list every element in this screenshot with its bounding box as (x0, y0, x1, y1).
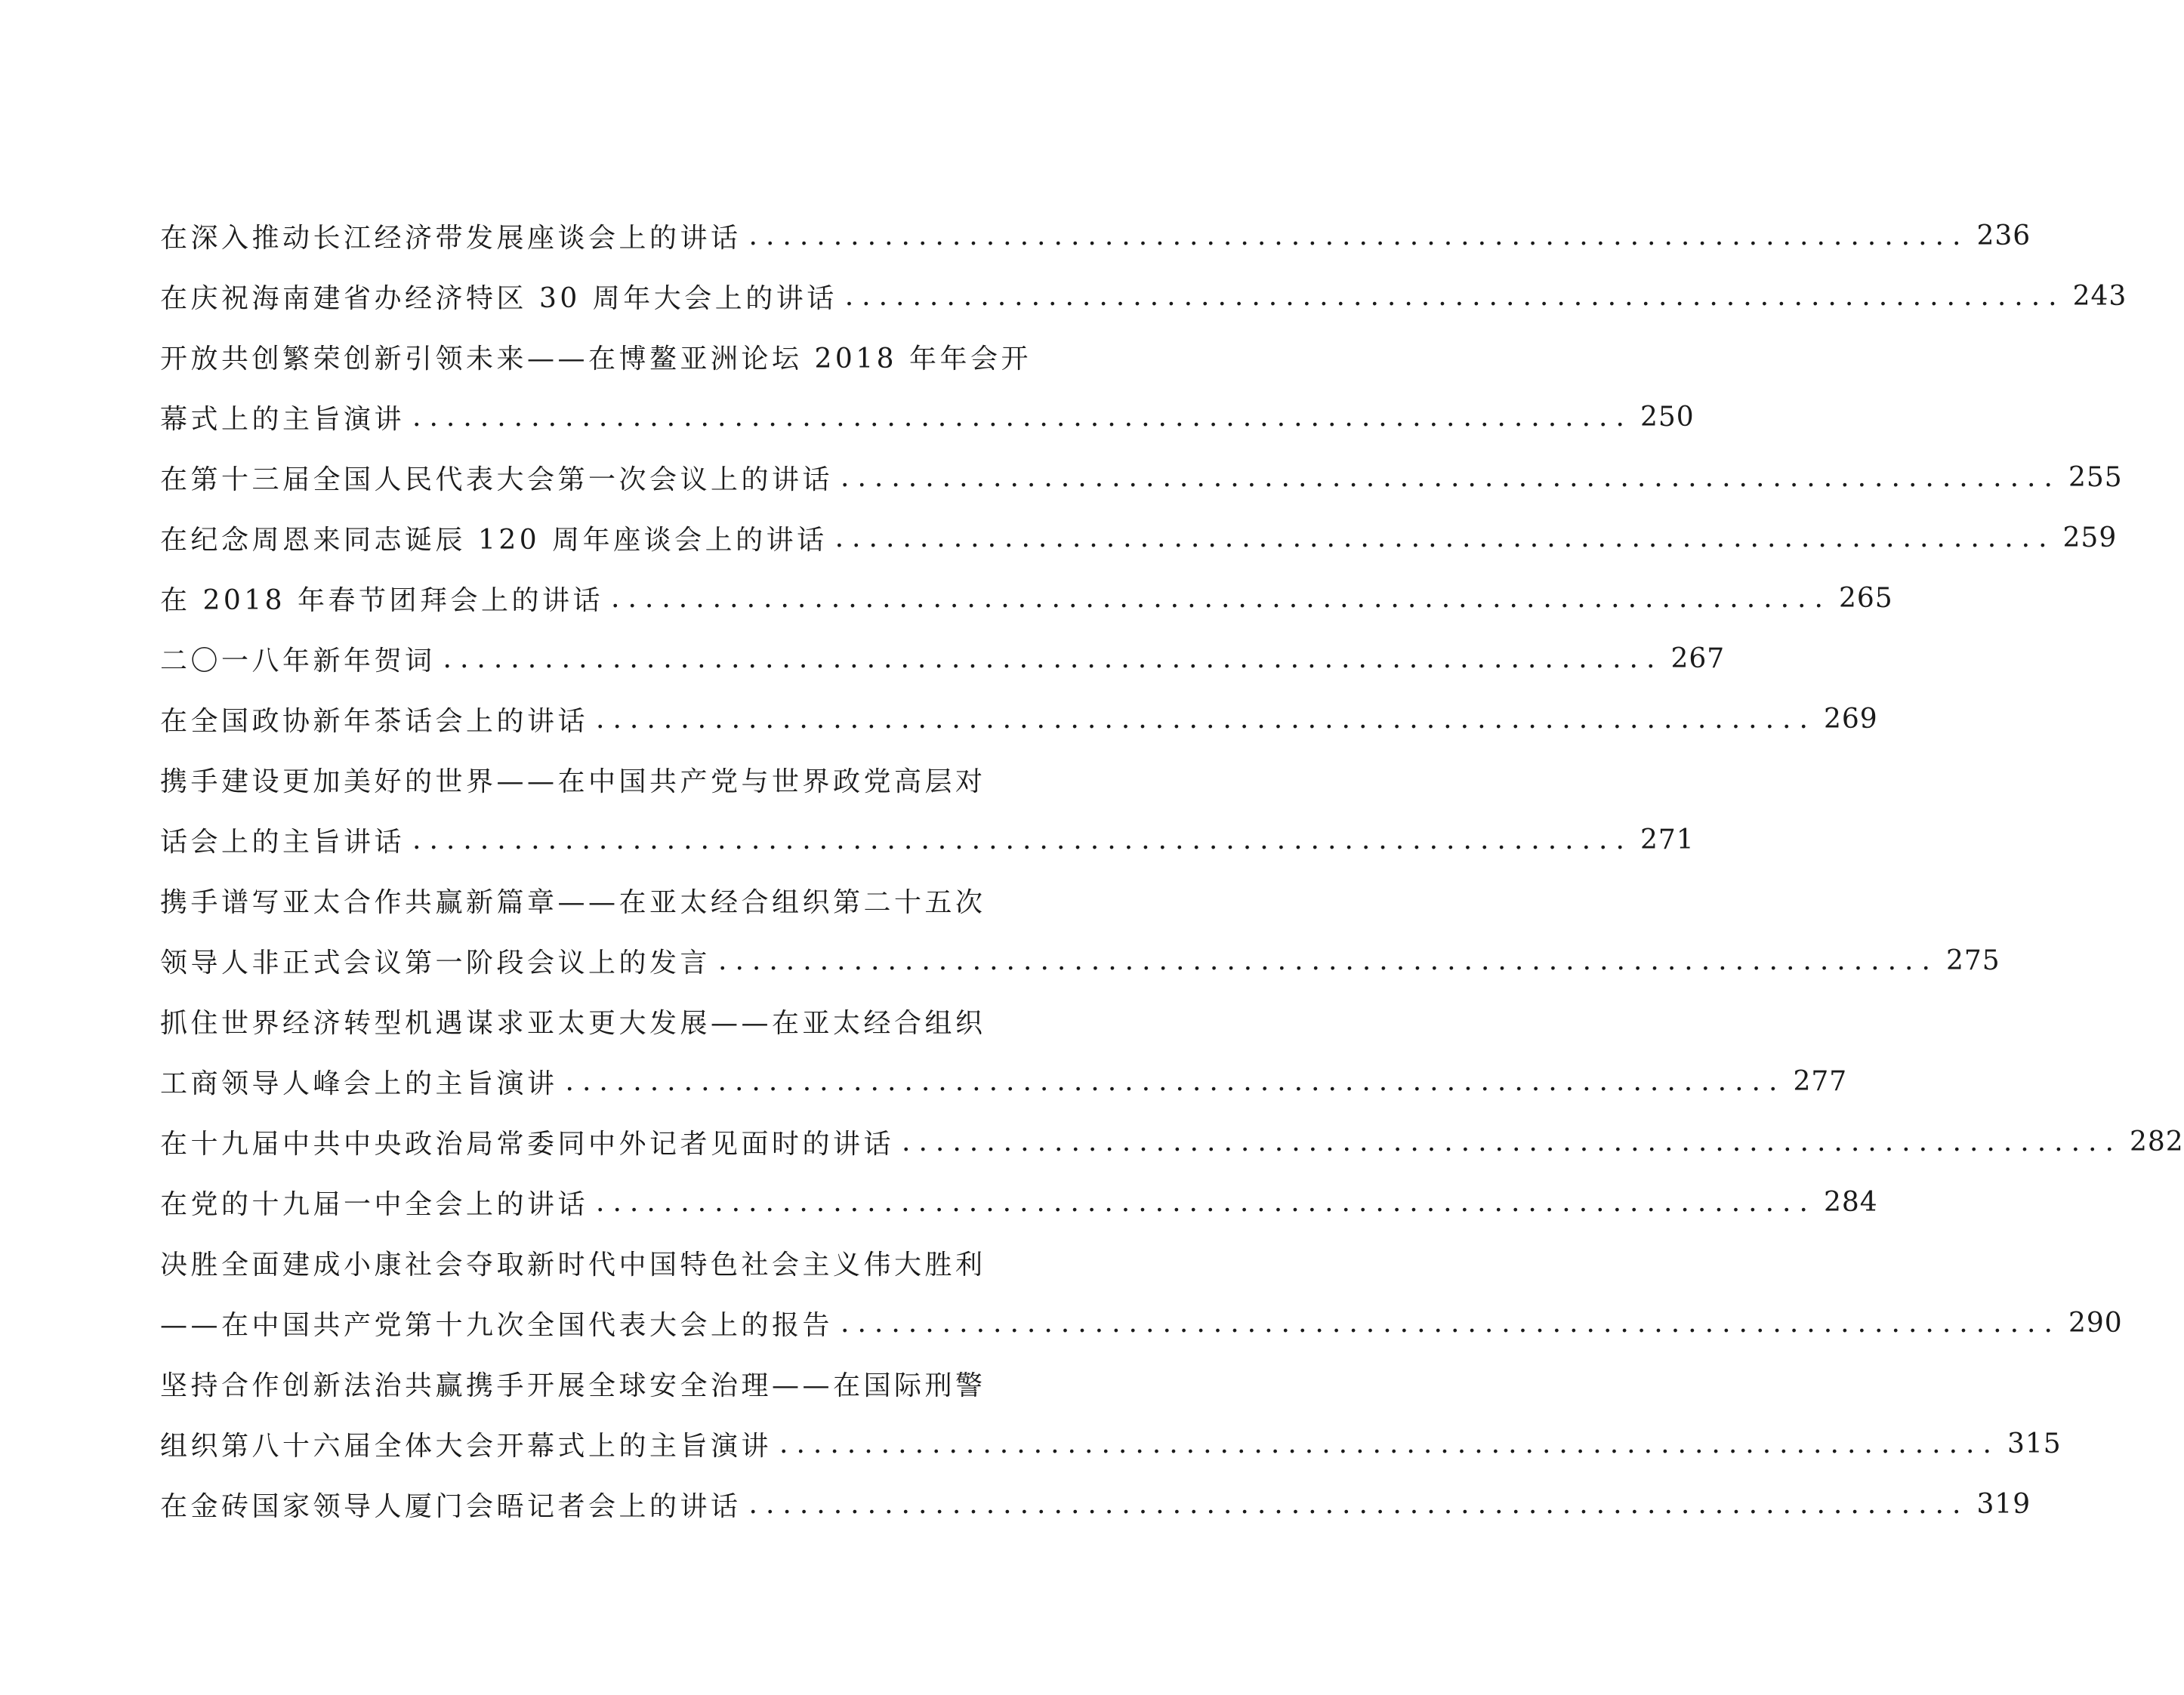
dot-leader: ........................................................................ (596, 703, 1816, 735)
table-of-contents (160, 205, 2184, 1534)
toc-entry-continuation[interactable] (160, 1051, 1848, 1111)
toc-entry[interactable] (160, 749, 1071, 809)
dot-leader: ........................................................................ (565, 1065, 1786, 1097)
toc-page-number: 319 (1976, 1488, 2031, 1520)
dot-leader: ........................................................................ (834, 522, 2056, 553)
dot-leader: ........................................................................ (779, 1428, 2000, 1459)
dot-leader: ........................................................................ (748, 220, 1970, 251)
toc-page-number: 267 (1670, 643, 1726, 674)
toc-entry-continuation[interactable] (160, 930, 2000, 991)
toc-page-number: 315 (2007, 1428, 2062, 1459)
toc-entry-title: 在 2018 年春节团拜会上的讲话 (160, 584, 604, 616)
toc-entry-title: 在庆祝海南建省办经济特区 30 周年大会上的讲话 (160, 282, 838, 314)
dot-leader: ........................................................................ (611, 582, 1831, 614)
toc-page-number: 269 (1823, 703, 1878, 735)
dot-leader: ........................................................................ (412, 401, 1633, 433)
toc-entry-continuation[interactable] (160, 1293, 2123, 1353)
dot-leader: ........................................................................ (718, 945, 1939, 976)
toc-entry-title: 决胜全面建成小康社会夺取新时代中国特色社会主义伟大胜利 (160, 1249, 986, 1280)
toc-entry-title: 在全国政协新年茶话会上的讲话 (160, 705, 589, 737)
toc-entry-continuation[interactable] (160, 1413, 2062, 1474)
toc-entry[interactable] (160, 1232, 1071, 1293)
dot-leader: ........................................................................ (443, 643, 1664, 674)
toc-entry[interactable] (160, 1172, 1878, 1232)
toc-page-number: 271 (1640, 824, 1695, 855)
toc-entry[interactable] (160, 266, 2127, 326)
toc-entry-title: 开放共创繁荣创新引领未来——在博鳌亚洲论坛 2018 年年会开 (160, 343, 1032, 374)
toc-entry[interactable] (160, 870, 1071, 930)
toc-entry-title: 在第十三届全国人民代表大会第一次会议上的讲话 (160, 464, 834, 495)
toc-page-number: 236 (1976, 220, 2031, 251)
dot-leader: ........................................................................ (748, 1488, 1970, 1520)
toc-entry-title: 领导人非正式会议第一阶段会议上的发言 (160, 947, 711, 978)
toc-page-number: 290 (2068, 1307, 2123, 1339)
toc-entry[interactable] (160, 326, 1071, 387)
dot-leader: ........................................................................ (841, 1307, 2061, 1339)
toc-entry-title: 二〇一八年新年贺词 (160, 645, 436, 676)
toc-entry-continuation[interactable] (160, 387, 1695, 447)
toc-entry-title: 幕式上的主旨演讲 (160, 403, 406, 435)
dot-leader: ........................................................................ (844, 280, 2065, 312)
toc-entry-title: 工商领导人峰会上的主旨演讲 (160, 1068, 558, 1099)
toc-entry-title: 在党的十九届一中全会上的讲话 (160, 1188, 589, 1220)
toc-page-number: 250 (1640, 401, 1695, 433)
toc-entry-title: 话会上的主旨讲话 (160, 826, 406, 858)
toc-entry-title: 坚持合作创新法治共赢携手开展全球安全治理——在国际刑警 (160, 1370, 986, 1401)
toc-entry[interactable] (160, 689, 1878, 749)
toc-entry-title: 抓住世界经济转型机遇谋求亚太更大发展——在亚太经合组织 (160, 1007, 986, 1039)
toc-entry-title: 在纪念周恩来同志诞辰 120 周年座谈会上的讲话 (160, 524, 828, 556)
toc-entry[interactable] (160, 1111, 2184, 1172)
toc-entry-title: 组织第八十六届全体大会开幕式上的主旨演讲 (160, 1430, 773, 1462)
dot-leader: ........................................................................ (596, 1186, 1816, 1218)
toc-entry-title: 携手谱写亚太合作共赢新篇章——在亚太经合组织第二十五次 (160, 886, 986, 918)
toc-entry-title: 在金砖国家领导人厦门会晤记者会上的讲话 (160, 1490, 742, 1522)
toc-entry[interactable] (160, 628, 1726, 689)
toc-entry[interactable] (160, 1353, 1071, 1413)
toc-entry[interactable] (160, 1474, 2031, 1534)
dot-leader: ........................................................................ (841, 461, 2061, 493)
toc-page-number: 282 (2129, 1126, 2184, 1157)
toc-entry[interactable] (160, 507, 2118, 568)
toc-page-number: 255 (2068, 461, 2123, 493)
toc-page-number: 277 (1793, 1065, 1848, 1097)
toc-entry-title: 携手建设更加美好的世界——在中国共产党与世界政党高层对 (160, 766, 986, 797)
toc-page-number: 243 (2072, 280, 2127, 312)
toc-entry[interactable] (160, 991, 1071, 1051)
toc-entry[interactable] (160, 568, 1893, 628)
toc-page-number: 265 (1838, 582, 1893, 614)
dot-leader: ........................................................................ (902, 1126, 2122, 1157)
toc-entry[interactable] (160, 205, 2031, 266)
toc-entry-title: ——在中国共产党第十九次全国代表大会上的报告 (160, 1309, 834, 1341)
toc-page-number: 275 (1945, 945, 2000, 976)
toc-entry[interactable] (160, 447, 2123, 507)
toc-entry-continuation[interactable] (160, 809, 1695, 870)
toc-page-number: 259 (2062, 522, 2118, 553)
toc-entry-title: 在十九届中共中央政治局常委同中外记者见面时的讲话 (160, 1128, 895, 1160)
toc-entry-title: 在深入推动长江经济带发展座谈会上的讲话 (160, 222, 742, 254)
dot-leader: ........................................................................ (412, 824, 1633, 855)
toc-page-number: 284 (1823, 1186, 1878, 1218)
